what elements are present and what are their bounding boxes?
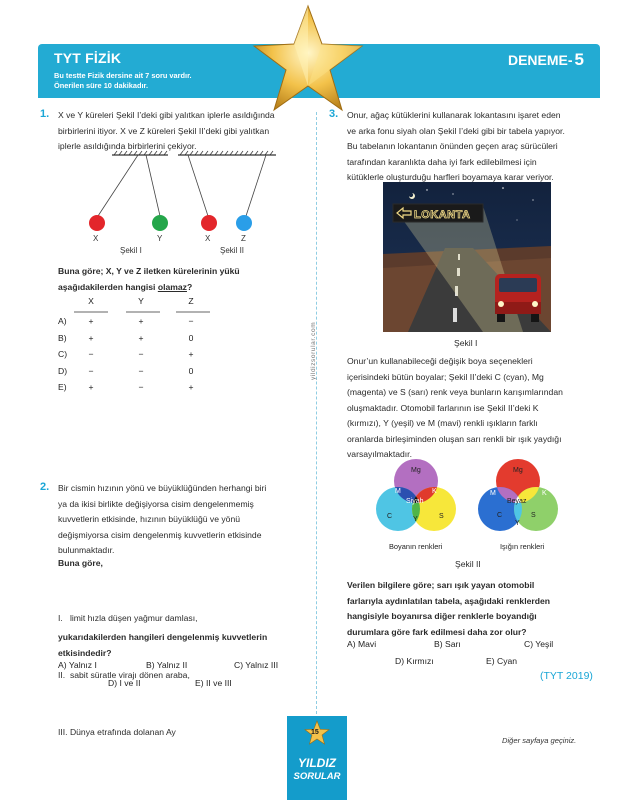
column-divider [316, 112, 317, 724]
figure-1-ceiling [112, 151, 168, 155]
q2-text-line: bulunmaktadır. [58, 545, 115, 555]
q2-item: I. limit hızla düşen yağmur damlası, [58, 613, 198, 623]
ball-x-fig1 [89, 215, 105, 231]
q2-text-line: ya da ikisi birlikte değişiyorsa cisim dengelenmemiş [58, 498, 254, 509]
q2-answer-b[interactable]: B) Yalnız II [146, 660, 188, 670]
cell-y: + [138, 316, 144, 326]
cell-x: + [88, 333, 94, 343]
website-watermark: yildizsorular.com [310, 321, 317, 380]
venn-light-m: M [490, 490, 496, 497]
option-row-a[interactable] [58, 316, 218, 332]
q3-text-line: ve arka fonu siyah olan Şekil I’deki gibi bir tabela yapıyor. [347, 125, 565, 136]
label-y-fig1: Y [157, 234, 163, 243]
venn-paint-caption: Boyanın renkleri [389, 542, 443, 551]
q3-text-line: tarafından karanlıkta daha iyi fark edilebilmesi için [347, 156, 537, 167]
thread [246, 155, 266, 216]
cell-x: − [88, 349, 94, 359]
cell-z: 0 [188, 333, 194, 343]
venn-paint-mg: Mg [411, 467, 421, 474]
venn-light-s: S [531, 512, 536, 519]
header-subtitle-2: Önerilen süre 10 dakikadır. [54, 81, 149, 90]
thread [188, 155, 208, 216]
q3-answer-a[interactable]: A) Mavi [347, 639, 377, 649]
ball-y-fig1 [152, 215, 168, 231]
label-x-fig1: X [93, 234, 99, 243]
question-3-number: 3. [329, 108, 339, 120]
q2-answer-c[interactable]: C) Yalnız III [234, 660, 279, 670]
table-header-row [58, 296, 218, 312]
page-number: 15 [311, 729, 319, 736]
cell-y: − [138, 382, 144, 392]
q1-prompt-underlined: olamaz [157, 281, 187, 292]
q3-prompt-line: Verilen bilgilere göre; sarı ışık yayan otomobil [347, 580, 535, 590]
option-letter: E) [58, 382, 67, 392]
q3-para-line: içerisindeki bütün boyalar; Şekil II’deki C (cyan), Mg [347, 371, 544, 382]
q3-prompt-line: farlarıyla aydınlatılan tabela, aşağıdaki renklerden [347, 595, 550, 606]
venn-light-k: K [542, 490, 547, 497]
question-1-number: 1. [40, 108, 50, 120]
col-header-x: X [88, 296, 94, 306]
option-letter: D) [58, 366, 68, 376]
option-row-b[interactable] [58, 333, 218, 349]
option-letter: C) [58, 349, 68, 359]
night-road-sign-illustration [383, 182, 551, 332]
cell-z: − [188, 316, 194, 326]
ball-x-fig2 [201, 215, 217, 231]
col-header-y: Y [138, 296, 144, 306]
q2-answer-d[interactable]: D) I ve II [108, 678, 141, 688]
q3-fig1-caption: Şekil I [454, 338, 478, 348]
q2-item: II. sabit süratle virajı dönen araba, [58, 670, 190, 680]
q2-answer-a[interactable]: A) Yalnız I [58, 660, 97, 670]
ball-z-fig2 [236, 215, 252, 231]
question-3-text [347, 108, 565, 186]
brand-word-1: YILDIZ [298, 756, 336, 770]
venn-light-y: Y [515, 520, 520, 527]
venn-paint-colors [368, 455, 464, 541]
col-header-z: Z [188, 296, 194, 306]
q3-para-line: (magenta) ve S (sarı) renk veya bunların karışımlarından [347, 387, 563, 397]
q3-paragraph-2 [347, 354, 563, 463]
q2-prompt-line-2: etkisindedir? [58, 647, 112, 658]
q3-answer-e[interactable]: E) Cyan [486, 656, 518, 666]
q3-text-line: Onur, ağaç kütüklerini kullanarak lokantasını işaret eden [347, 110, 561, 120]
venn-paint-siyah: Siyah [406, 498, 424, 505]
question-3-prompt [347, 578, 550, 640]
q1-prompt-pre: aşağıdakilerden hangisi [58, 281, 158, 292]
gold-star-icon [250, 4, 366, 114]
q1-text-line: iplerle asıldığında birbirlerini çekiyor. [58, 141, 197, 151]
q2-text-line: Bir cismin hızının yönü ve büyüklüğünden herhangi biri [58, 483, 267, 493]
q2-answer-e[interactable]: E) II ve III [195, 678, 232, 688]
figure-2-ceiling [178, 151, 276, 155]
cell-y: + [138, 333, 144, 343]
q3-text-line: Bu tabelanın lokantanın önünden geçen araç sürücüleri [347, 141, 558, 151]
q3-fig2-caption: Şekil II [455, 559, 481, 569]
question-2-prompt [58, 630, 267, 661]
q3-para-line: oluşmaktadır. Otomobil farlarının ise Şekil II’deki K [347, 402, 539, 413]
header-subtitle-1: Bu testte Fizik dersine ait 7 soru vardır. [54, 71, 192, 80]
q3-para-line: Onur’un kullanabileceği değişik boya seçenekleri [347, 356, 533, 366]
caption-fig1: Şekil I [120, 246, 142, 255]
q3-para-line: oranlarda birleşiminden oluşan sarı renkli bir ışık yaydığı [347, 433, 562, 444]
venn-light-beyaz: Beyaz [507, 498, 527, 505]
q3-prompt-line: hangisiyle boyanırsa diğer renklerle boyandığı [347, 611, 537, 621]
cell-x: − [88, 366, 94, 376]
q3-para-line: (kırmızı), Y (yeşil) ve M (mavi) renkli ışıkların farklı [347, 418, 538, 428]
q2-text-line: değişmiyorsa cisim dengelenmiş kuvvetlerin etkisinde [58, 529, 262, 540]
q1-prompt-line-1: Buna göre; X, Y ve Z iletken kürelerinin yükü [58, 266, 240, 276]
thread [98, 155, 138, 216]
sign-text: LOKANTA [414, 209, 471, 221]
brand-word-2: SORULAR [293, 771, 341, 782]
q3-answer-d[interactable]: D) Kırmızı [395, 656, 434, 666]
thread [146, 155, 160, 216]
q1-prompt-line-2 [58, 280, 240, 296]
exam-number: 5 [574, 50, 584, 69]
brand-badge [287, 716, 347, 800]
table-header-rules [68, 311, 218, 315]
q3-answer-b[interactable]: B) Sarı [434, 639, 461, 649]
q3-text-line: kütüklerle oluşturduğu harfleri boyamaya karar veriyor. [347, 172, 554, 182]
q1-figure [58, 150, 308, 262]
venn-light-colors [470, 455, 566, 541]
cell-y: − [138, 366, 144, 376]
option-row-d[interactable] [58, 366, 218, 382]
q3-para-line: varsayılmaktadır. [347, 449, 412, 459]
question-2-number: 2. [40, 481, 50, 493]
subject-title: TYT FİZİK [54, 50, 122, 66]
question-2-text [58, 481, 266, 559]
q1-prompt-post: ? [186, 281, 193, 292]
question-1-text [58, 108, 275, 155]
venn-paint-c: C [387, 513, 393, 520]
cell-y: − [138, 349, 144, 359]
q3-prompt-line: durumlara göre fark edilmesi daha zor olur? [347, 626, 527, 637]
next-page-note: Diğer sayfaya geçiniz. [502, 736, 577, 745]
cell-x: + [88, 316, 94, 326]
q1-text-line: birbirlerini itiyor. X ve Z küreleri Şekil II’deki gibi yalıtkan [58, 125, 270, 136]
venn-paint-m: M [395, 488, 401, 495]
venn-paint-s: S [439, 513, 444, 520]
cell-x: + [88, 382, 94, 392]
option-letter: A) [58, 316, 67, 326]
q2-item: III. Dünya etrafında dolanan Ay [58, 727, 176, 737]
question-1-prompt [58, 264, 240, 295]
label-z-fig2: Z [241, 234, 246, 243]
q1-text-line: X ve Y küreleri Şekil I’deki gibi yalıtkan iplerle asıldığında [58, 110, 275, 120]
cell-z: + [188, 349, 194, 359]
option-row-e[interactable] [58, 382, 218, 398]
option-letter: B) [58, 333, 67, 343]
venn-light-c: C [497, 512, 503, 519]
venn-light-mg: Mg [513, 467, 523, 474]
caption-fig2: Şekil II [220, 246, 245, 255]
label-x-fig2: X [205, 234, 211, 243]
venn-paint-k: K [432, 488, 437, 495]
q2-lead: Buna göre, [58, 558, 103, 568]
exam-label [508, 50, 584, 70]
cell-z: + [188, 382, 194, 392]
q2-text-line: kuvvetlerin etkisinde, hızının büyüklüğü ve yönü [58, 514, 241, 524]
q2-prompt-line-1: yukarıdakilerden hangileri dengelenmiş kuvvetlerin [58, 632, 268, 642]
option-row-c[interactable] [58, 349, 218, 365]
q3-answer-c[interactable]: C) Yeşil [524, 639, 554, 649]
venn-light-caption: Işığın renkleri [500, 542, 545, 551]
cell-z: 0 [188, 366, 194, 376]
exam-label-text: DENEME [507, 52, 568, 68]
exam-source: (TYT 2019) [540, 670, 593, 682]
venn-paint-y: Y [413, 516, 418, 523]
exam-dash: - [567, 52, 573, 68]
